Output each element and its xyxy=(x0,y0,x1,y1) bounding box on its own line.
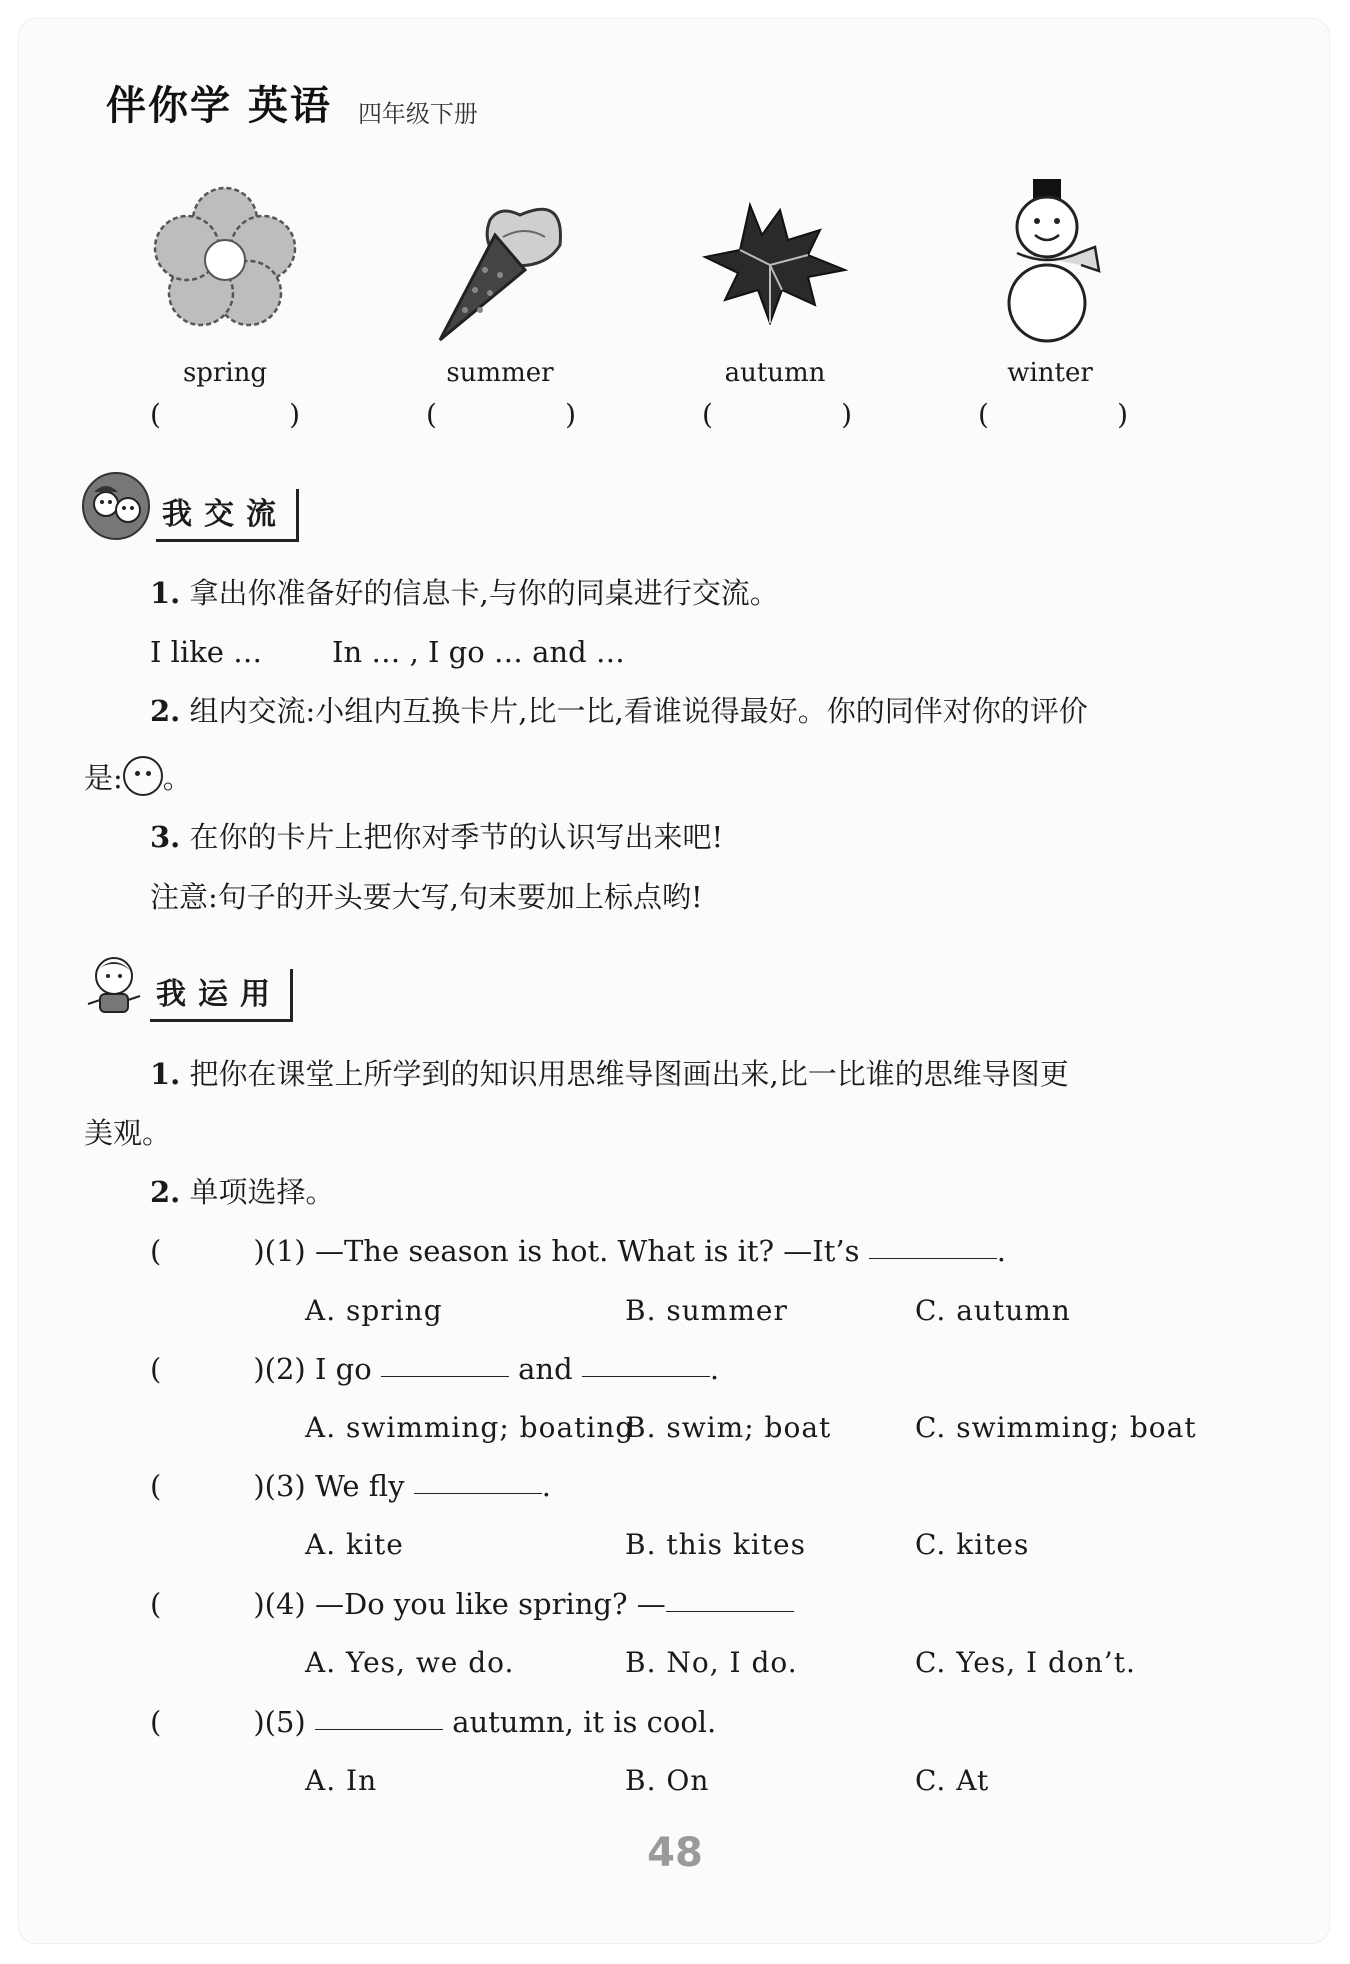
flower-icon xyxy=(100,170,350,350)
answer-parens[interactable] xyxy=(702,398,852,431)
paren-open: ( xyxy=(150,398,161,431)
book-brand: 伴你学 英语 xyxy=(92,74,346,139)
answer-blank[interactable] xyxy=(315,1728,443,1730)
exchange-item-1 xyxy=(150,576,779,611)
option-c: C. At xyxy=(915,1764,990,1797)
option-b: B. On xyxy=(625,1764,710,1797)
ice-cream-icon xyxy=(375,170,625,350)
answer-blank[interactable] xyxy=(381,1375,509,1377)
kids-mascot-icon xyxy=(80,470,152,542)
section-exchange-title: 我交流 xyxy=(156,489,299,542)
answer-paren-close[interactable]: ) xyxy=(253,1234,265,1268)
item-number: 3. xyxy=(150,820,181,854)
question-2 xyxy=(150,1352,719,1387)
question-number: (5) xyxy=(264,1705,306,1739)
exchange-item-2 xyxy=(150,694,1088,729)
answer-parens[interactable] xyxy=(150,398,300,431)
option-c: C. Yes, I don’t. xyxy=(915,1646,1136,1679)
paren-close: ) xyxy=(1117,398,1128,431)
question-text: We fly xyxy=(314,1469,405,1503)
answer-paren-open[interactable]: ( xyxy=(150,1234,162,1268)
question-number: (2) xyxy=(264,1352,306,1386)
paren-close: ) xyxy=(289,398,300,431)
season-word: summer xyxy=(446,358,554,388)
smiley-face-icon[interactable] xyxy=(123,756,163,796)
paren-open: ( xyxy=(702,398,713,431)
answer-paren-open[interactable]: ( xyxy=(150,1587,162,1621)
page-number: 48 xyxy=(647,1830,703,1876)
item-text: 在你的卡片上把你对季节的认识写出来吧! xyxy=(189,820,724,854)
answer-parens[interactable] xyxy=(426,398,576,431)
answer-paren-close[interactable]: ) xyxy=(253,1705,265,1739)
paren-open: ( xyxy=(978,398,989,431)
option-b: B. No, I do. xyxy=(625,1646,798,1679)
question-3 xyxy=(150,1469,551,1504)
question-text: —The season is hot. What is it? —It’s xyxy=(314,1234,860,1268)
answer-blank[interactable] xyxy=(414,1492,542,1494)
question-4 xyxy=(150,1587,794,1622)
question-number: (1) xyxy=(264,1234,306,1268)
answer-paren-close[interactable]: ) xyxy=(253,1352,265,1386)
season-word: spring xyxy=(182,358,268,388)
answer-paren-open[interactable]: ( xyxy=(150,1705,162,1739)
answer-blank[interactable] xyxy=(869,1257,997,1259)
option-b: B. this kites xyxy=(625,1528,806,1561)
maple-leaf-icon xyxy=(650,170,900,350)
option-b: B. swim; boat xyxy=(625,1411,832,1444)
answer-paren-open[interactable]: ( xyxy=(150,1469,162,1503)
kid-mascot-icon xyxy=(80,950,146,1022)
answer-blank[interactable] xyxy=(582,1375,710,1377)
question-text: . xyxy=(541,1469,551,1503)
option-a: A. In xyxy=(305,1764,378,1797)
item-text: 是: xyxy=(84,761,123,795)
paren-close: ) xyxy=(841,398,852,431)
question-text: —Do you like spring? — xyxy=(314,1587,666,1621)
question-5 xyxy=(150,1705,716,1740)
answer-paren-close[interactable]: ) xyxy=(253,1469,265,1503)
answer-paren-open[interactable]: ( xyxy=(150,1352,162,1386)
section-apply-title: 我运用 xyxy=(150,969,293,1022)
question-text: I go xyxy=(314,1352,372,1386)
option-b: B. summer xyxy=(625,1294,788,1327)
option-a: A. spring xyxy=(305,1294,443,1327)
answer-paren-close[interactable]: ) xyxy=(253,1587,265,1621)
book-header xyxy=(92,74,478,139)
item-number: 1. xyxy=(150,576,181,610)
item-text: 组内交流:小组内互换卡片,比一比,看谁说得最好。你的同伴对你的评价 xyxy=(189,694,1088,728)
option-c: C. autumn xyxy=(915,1294,1071,1327)
season-word: autumn xyxy=(724,358,826,388)
item-number: 2. xyxy=(150,694,181,728)
grade-label: 四年级下册 xyxy=(357,100,478,128)
item-text: 单项选择。 xyxy=(189,1175,335,1209)
option-c: C. kites xyxy=(915,1528,1030,1561)
season-summer xyxy=(375,170,625,388)
section-exchange-heading xyxy=(80,470,299,542)
question-number: (4) xyxy=(264,1587,306,1621)
option-c: C. swimming; boat xyxy=(915,1411,1197,1444)
question-text: . xyxy=(996,1234,1006,1268)
section-apply-heading xyxy=(80,950,293,1022)
season-autumn xyxy=(650,170,900,388)
option-a: A. swimming; boating xyxy=(305,1411,635,1444)
paren-close: ) xyxy=(565,398,576,431)
option-a: A. Yes, we do. xyxy=(305,1646,515,1679)
item-number: 1. xyxy=(150,1057,181,1091)
season-winter xyxy=(925,170,1175,388)
exchange-item-2-cont xyxy=(84,756,192,796)
season-word: winter xyxy=(1007,358,1093,388)
answer-parens[interactable] xyxy=(978,398,1128,431)
option-a: A. kite xyxy=(305,1528,404,1561)
sentence-pattern-1: I like … xyxy=(150,635,263,669)
question-number: (3) xyxy=(264,1469,306,1503)
question-text: and xyxy=(518,1352,573,1386)
item-text: 拿出你准备好的信息卡,与你的同桌进行交流。 xyxy=(189,576,779,610)
exchange-note: 注意:句子的开头要大写,句末要加上标点哟! xyxy=(150,880,703,914)
season-spring xyxy=(100,170,350,388)
apply-item-1-cont: 美观。 xyxy=(84,1116,172,1150)
item-number: 2. xyxy=(150,1175,181,1209)
exchange-item-3 xyxy=(150,820,723,855)
item-text: 。 xyxy=(162,761,192,795)
paren-open: ( xyxy=(426,398,437,431)
sentence-pattern-2: In … , I go … and … xyxy=(332,635,625,669)
snowman-icon xyxy=(925,170,1175,350)
question-1 xyxy=(150,1234,1006,1269)
question-text: . xyxy=(709,1352,720,1386)
item-text: 把你在课堂上所学到的知识用思维导图画出来,比一比谁的思维导图更 xyxy=(189,1057,1069,1091)
question-text: autumn, it is cool. xyxy=(452,1705,717,1739)
apply-item-2 xyxy=(150,1175,335,1210)
answer-blank[interactable] xyxy=(666,1610,794,1612)
apply-item-1 xyxy=(150,1057,1069,1092)
